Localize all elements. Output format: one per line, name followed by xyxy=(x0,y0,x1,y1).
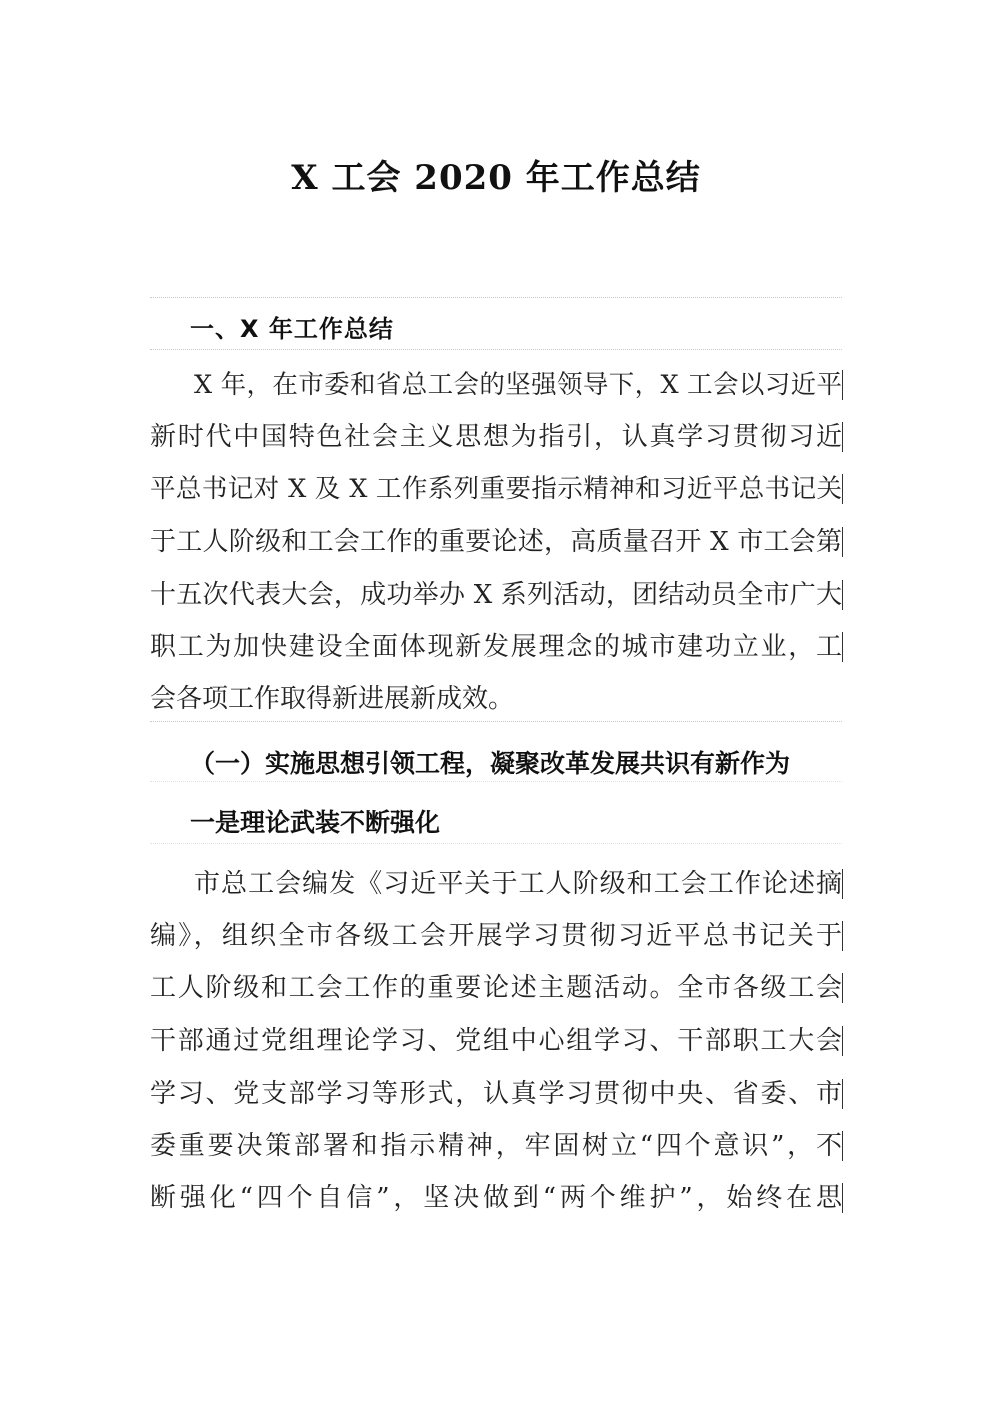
section-heading: 一、X 年工作总结 xyxy=(190,315,394,343)
document-title: X 工会 2020 年工作总结 xyxy=(291,158,701,198)
margin-mark xyxy=(842,474,843,504)
paragraph-line: 断强化“四个自信”，坚决做到“两个维护”，始终在思 xyxy=(150,1183,842,1213)
paragraph-line: 十五次代表大会，成功举办 X 系列活动，团结动员全市广大 xyxy=(150,580,842,610)
margin-mark xyxy=(842,1131,843,1161)
subsection-heading: （一）实施思想引领工程，凝聚改革发展共识有新作为 xyxy=(190,749,791,778)
margin-mark xyxy=(842,580,843,610)
margin-mark xyxy=(842,632,843,662)
margin-mark xyxy=(842,973,843,1003)
paragraph-line: 新时代中国特色社会主义思想为指引，认真学习贯彻习近 xyxy=(150,422,842,452)
paragraph-line: 编》，组织全市各级工会开展学习贯彻习近平总书记关于 xyxy=(150,921,842,951)
divider xyxy=(150,781,842,782)
margin-mark xyxy=(842,370,843,400)
margin-mark xyxy=(842,1026,843,1056)
paragraph-line: 职工为加快建设全面体现新发展理念的城市建功立业，工 xyxy=(150,632,842,662)
paragraph-line: 干部通过党组理论学习、党组中心组学习、干部职工大会 xyxy=(150,1026,842,1056)
divider xyxy=(150,297,842,298)
margin-mark xyxy=(842,527,843,557)
paragraph-line: X 年，在市委和省总工会的坚强领导下，X 工会以习近平 xyxy=(194,370,842,400)
margin-mark xyxy=(842,422,843,452)
margin-mark xyxy=(842,921,843,951)
margin-mark xyxy=(842,1183,843,1213)
paragraph-line: 委重要决策部署和指示精神，牢固树立“四个意识”，不 xyxy=(150,1131,842,1161)
paragraph-line: 学习、党支部学习等形式，认真学习贯彻中央、省委、市 xyxy=(150,1079,842,1109)
divider xyxy=(150,721,842,722)
paragraph-line: 市总工会编发《习近平关于工人阶级和工会工作论述摘 xyxy=(194,869,842,899)
paragraph-line: 于工人阶级和工会工作的重要论述，高质量召开 X 市工会第 xyxy=(150,527,842,557)
point-heading: 一是理论武装不断强化 xyxy=(190,808,441,837)
paragraph-line: 工人阶级和工会工作的重要论述主题活动。全市各级工会 xyxy=(150,973,842,1003)
margin-mark xyxy=(842,1079,843,1109)
divider xyxy=(150,349,842,350)
divider xyxy=(150,843,842,844)
margin-mark xyxy=(842,869,843,899)
paragraph-line: 平总书记对 X 及 X 工作系列重要指示精神和习近平总书记关 xyxy=(150,474,842,504)
paragraph-line: 会各项工作取得新进展新成效。 xyxy=(150,684,515,714)
